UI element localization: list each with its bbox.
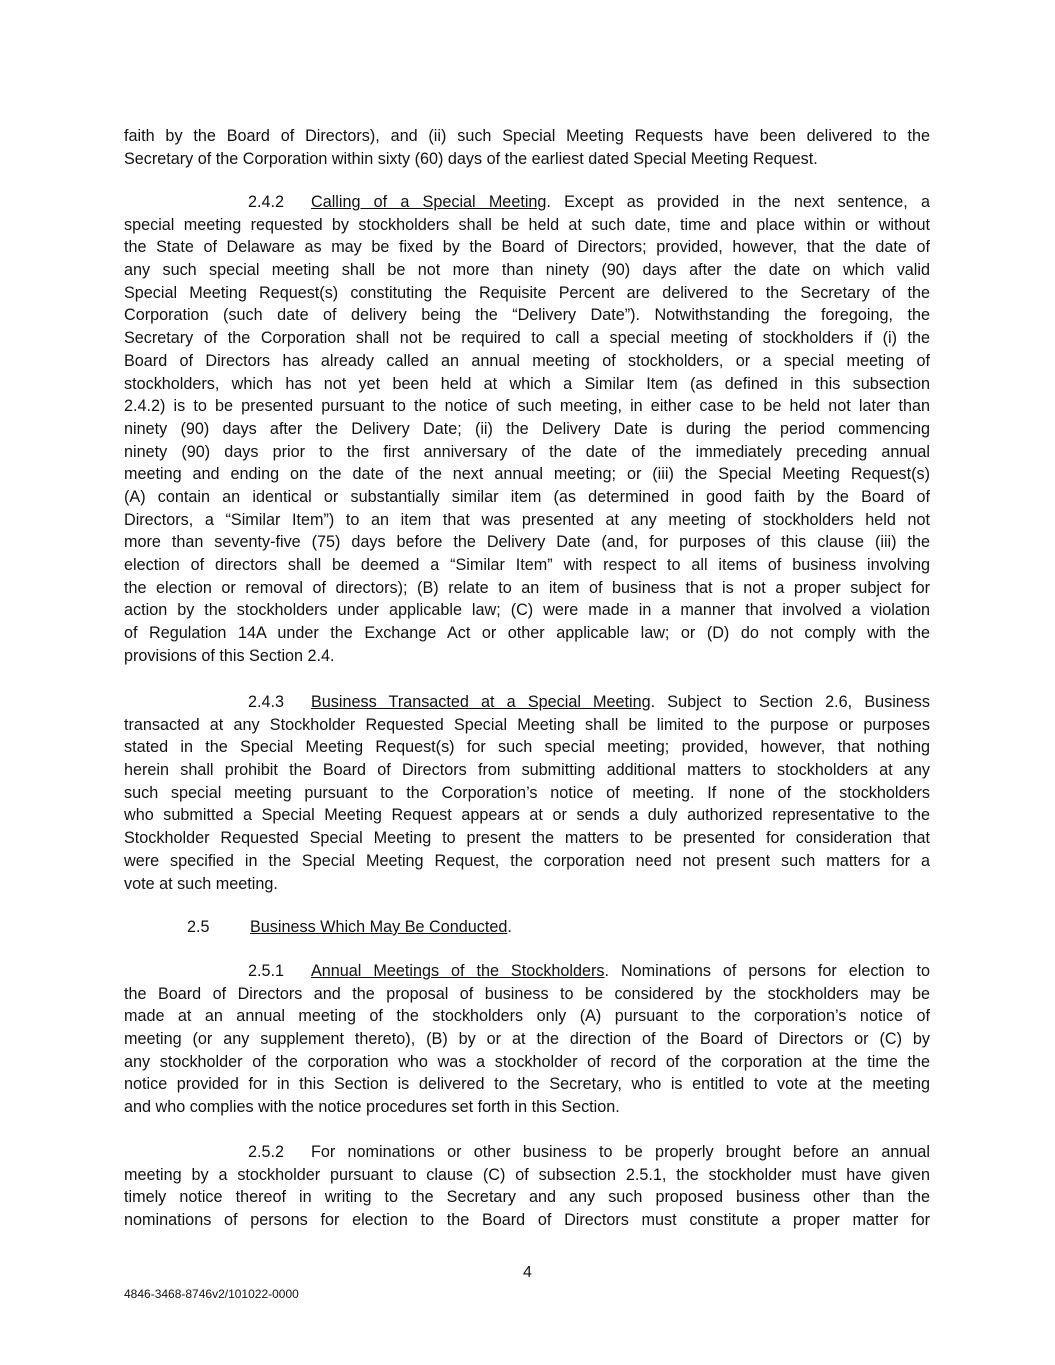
text-line: Corporation (such date of delivery being the “Delivery Date”). Notwithstanding the foregoing, the xyxy=(124,306,930,325)
section-title: Annual Meetings of the Stockholders xyxy=(311,962,605,980)
text-line: meeting (or any supplement thereto), (B) by or at the direction of the Board of Directors or (C) by xyxy=(124,1030,930,1049)
section-heading-line xyxy=(124,191,930,214)
p-continuation xyxy=(124,125,930,170)
section-2-5 xyxy=(124,916,930,939)
section-title: Business Transacted at a Special Meeting xyxy=(311,693,651,711)
text-line: the State of Delaware as may be fixed by the Board of Directors; provided, however, that the date of xyxy=(124,238,930,257)
text-line: vote at such meeting. xyxy=(124,874,278,893)
section-heading-line xyxy=(124,960,930,983)
text-line: ninety (90) days after the Delivery Date; (ii) the Delivery Date is during the period commencing xyxy=(124,419,930,438)
section-lead-text: . Subject to Section 2.6, Business xyxy=(650,693,930,711)
text-line: 2.4.2) is to be presented pursuant to the notice of such meeting, in either case to be held not later than xyxy=(124,397,930,416)
text-line: any such special meeting shall be not more than ninety (90) days after the date on which valid xyxy=(124,261,930,280)
section-lead-text: . xyxy=(507,918,512,936)
text-line: provisions of this Section 2.4. xyxy=(124,646,335,665)
text-line: Secretary of the Corporation shall not be required to call a special meeting of stockholders if (i) the xyxy=(124,329,930,348)
section-number: 2.5.2 xyxy=(248,1143,285,1161)
section-2-4-3 xyxy=(124,691,930,895)
text-line: Board of Directors has already called an annual meeting of stockholders, or a special meeting of xyxy=(124,351,930,370)
text-line: such special meeting pursuant to the Corporation’s notice of meeting. If none of the stockholders xyxy=(124,783,930,802)
text-line: Stockholder Requested Special Meeting to present the matters to be presented for consideration that xyxy=(124,829,930,848)
section-number: 2.5.1 xyxy=(248,962,285,980)
text-line: herein shall prohibit the Board of Directors from submitting additional matters to stockholders at any xyxy=(124,761,930,780)
text-line: (A) contain an identical or substantially similar item (as determined in good faith by the Board of xyxy=(124,487,930,506)
section-number: 2.4.3 xyxy=(248,693,285,711)
section-lead-text: . Except as provided in the next sentence, a xyxy=(546,193,930,211)
text-line: ninety (90) days prior to the first anniversary of the date of the immediately preceding annual xyxy=(124,442,930,461)
section-2-4-2 xyxy=(124,191,930,667)
text-line: who submitted a Special Meeting Request appears at or sends a duly authorized representative to the xyxy=(124,806,930,825)
text-line: nominations of persons for election to the Board of Directors must constitute a proper matter for xyxy=(124,1211,930,1230)
text-line: the Board of Directors and the proposal of business to be considered by the stockholders may be xyxy=(124,984,930,1003)
text-line: stockholders, which has not yet been held at which a Similar Item (as defined in this subsection xyxy=(124,374,930,393)
section-number: 2.5 xyxy=(187,918,210,936)
section-heading-line xyxy=(124,916,930,939)
text-line: action by the stockholders under applicable law; (C) were made in a manner that involved a violation xyxy=(124,601,930,620)
section-heading-line xyxy=(124,1141,930,1164)
document-footer-id: 4846-3468-8746v2/101022-0000 xyxy=(124,1287,299,1301)
text-line: were specified in the Special Meeting Request, the corporation need not present such matters for a xyxy=(124,851,930,870)
section-lead-text: For nominations or other business to be properly brought before an annual xyxy=(311,1143,930,1161)
text-line: Secretary of the Corporation within sixty (60) days of the earliest dated Special Meeting Request. xyxy=(124,149,818,168)
text-line: meeting and ending on the date of the next annual meeting; or (iii) the Special Meeting Request(s) xyxy=(124,465,930,484)
text-line: made at an annual meeting of the stockholders only (A) pursuant to the corporation’s notice of xyxy=(124,1007,930,1026)
page-number: 4 xyxy=(523,1264,532,1281)
section-title: Business Which May Be Conducted xyxy=(250,918,508,936)
text-line: any stockholder of the corporation who was a stockholder of record of the corporation at the time the xyxy=(124,1052,930,1071)
section-lead-text: . Nominations of persons for election to xyxy=(604,962,930,980)
text-line: more than seventy-five (75) days before the Delivery Date (and, for purposes of this clause (iii) the xyxy=(124,533,930,552)
text-line: and who complies with the notice procedures set forth in this Section. xyxy=(124,1098,620,1117)
text-line: notice provided for in this Section is delivered to the Secretary, who is entitled to vote at the meeting xyxy=(124,1075,930,1094)
text-line: the election or removal of directors); (B) relate to an item of business that is not a proper subject for xyxy=(124,578,930,597)
text-line: of Regulation 14A under the Exchange Act or other applicable law; or (D) do not comply with the xyxy=(124,624,930,643)
section-title: Calling of a Special Meeting xyxy=(311,193,547,211)
text-line: timely notice thereof in writing to the Secretary and any such proposed business other than the xyxy=(124,1188,930,1207)
section-2-5-2 xyxy=(124,1141,930,1232)
text-line: Special Meeting Request(s) constituting the Requisite Percent are delivered to the Secretary of the xyxy=(124,283,930,302)
text-line: stated in the Special Meeting Request(s) for such special meeting; provided, however, that nothing xyxy=(124,738,930,757)
text-line: special meeting requested by stockholders shall be held at such date, time and place within or without xyxy=(124,215,930,234)
section-heading-line xyxy=(124,691,930,714)
text-line: transacted at any Stockholder Requested Special Meeting shall be limited to the purpose or purposes xyxy=(124,715,930,734)
section-number: 2.4.2 xyxy=(248,193,285,211)
text-line: meeting by a stockholder pursuant to clause (C) of subsection 2.5.1, the stockholder must have given xyxy=(124,1165,930,1184)
text-line: Directors, a “Similar Item”) to an item that was presented at any meeting of stockholders held not xyxy=(124,510,930,529)
section-2-5-1 xyxy=(124,960,930,1119)
text-line: election of directors shall be deemed a “Similar Item” with respect to all items of business involving xyxy=(124,556,930,574)
text-line: faith by the Board of Directors), and (ii) such Special Meeting Requests have been delivered to the xyxy=(124,127,930,145)
